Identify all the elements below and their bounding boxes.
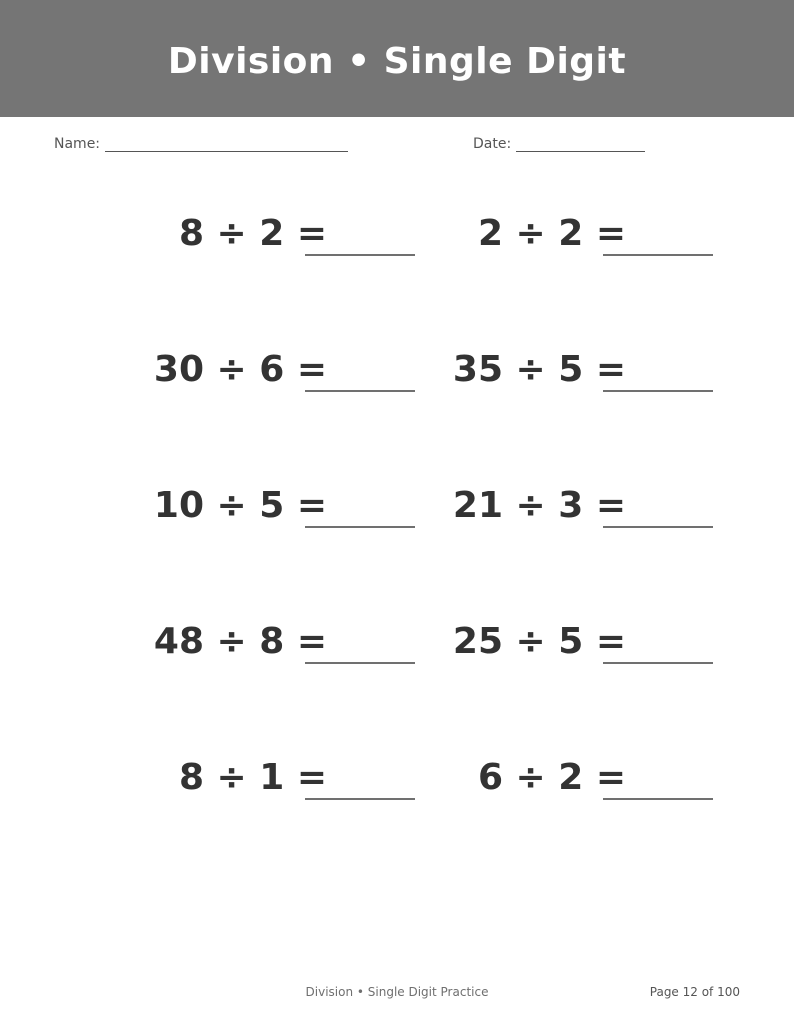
page-number: Page 12 of 100 [649,985,740,999]
division-problem [466,754,626,802]
division-problem [452,618,626,666]
footer-title: Division • Single Digit Practice [305,985,489,999]
division-problem [452,346,626,394]
problem-expression: 8 ÷ 1 = [178,757,327,798]
problem-expression: 8 ÷ 2 = [178,213,327,254]
division-problem [167,754,327,802]
division-problem [153,346,327,394]
answer-line[interactable] [603,662,713,664]
answer-line[interactable] [603,254,713,256]
date-label: Date: [473,136,512,152]
answer-line[interactable] [603,526,713,528]
answer-line[interactable] [603,798,713,800]
page-title: Division • Single Digit [167,41,627,82]
problem-expression: 21 ÷ 3 = [452,485,626,526]
problem-expression: 48 ÷ 8 = [153,621,327,662]
division-problem [452,482,626,530]
answer-line[interactable] [305,798,415,800]
answer-line[interactable] [305,254,415,256]
division-problem [167,210,327,258]
division-problem [466,210,626,258]
division-problem [153,482,327,530]
date-field [473,135,645,153]
name-label: Name: [54,136,101,152]
problem-expression: 35 ÷ 5 = [452,349,626,390]
answer-line[interactable] [305,662,415,664]
answer-line[interactable] [305,526,415,528]
division-problem [153,618,327,666]
problem-expression: 30 ÷ 6 = [153,349,327,390]
problem-expression: 10 ÷ 5 = [153,485,327,526]
problem-expression: 25 ÷ 5 = [452,621,626,662]
name-blank-line [105,135,348,152]
problem-expression: 6 ÷ 2 = [477,757,626,798]
worksheet-header [0,0,794,117]
date-blank-line [516,135,645,152]
answer-line[interactable] [603,390,713,392]
problem-expression: 2 ÷ 2 = [477,213,626,254]
answer-line[interactable] [305,390,415,392]
name-field [54,135,348,153]
